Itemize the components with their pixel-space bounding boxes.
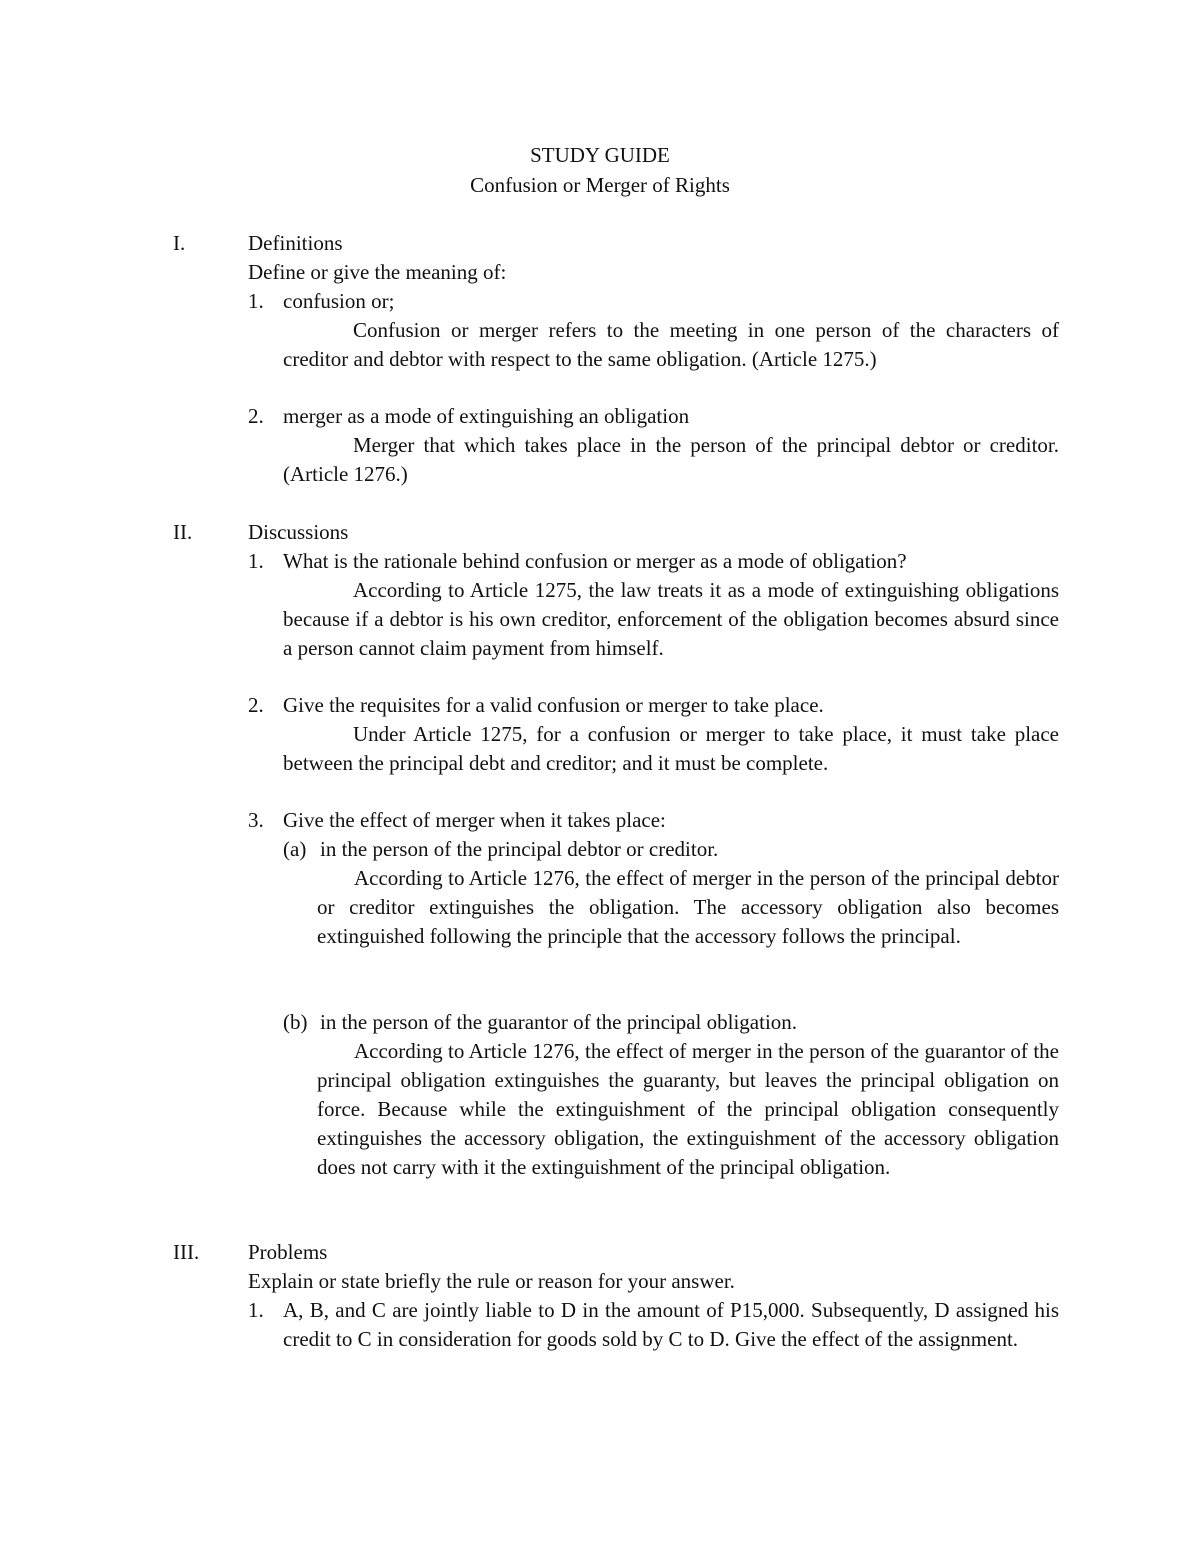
item-number: 1. <box>248 549 264 573</box>
sub-item-answer: According to Article 1276, the effect of merger in the person of the guarantor of the principal obligation extinguishes the guaranty, but leaves the principal obligation on force. Because while the extinguishment of the principal obligation consequently extinguishes the accessory obligation, the extinguishment of the accessory obligation does not carry with it the extinguishment of the principal obligation. <box>317 1039 1059 1179</box>
section-heading: Definitions <box>248 231 343 255</box>
section-heading: Discussions <box>248 520 349 544</box>
section-numeral: II. <box>173 520 193 544</box>
item-number: 3. <box>248 808 264 832</box>
item-question: Give the effect of merger when it takes place: <box>283 808 666 832</box>
item-answer: Under Article 1275, for a confusion or merger to take place, it must take place between the principal debt and creditor; and it must be complete. <box>283 722 1059 775</box>
sub-item-answer: According to Article 1276, the effect of merger in the person of the principal debtor or creditor extinguishes the obligation. The accessory obligation also becomes extinguished following the principle that the accessory follows the principal. <box>317 866 1059 948</box>
section-numeral: I. <box>173 231 186 255</box>
sub-item-question: in the person of the principal debtor or creditor. <box>320 837 719 861</box>
item-number: 1. <box>248 1298 264 1322</box>
item-answer: According to Article 1275, the law treats it as a mode of extinguishing obligations because if a debtor is his own creditor, enforcement of the obligation becomes absurd since a person cannot claim payment from himself. <box>283 578 1059 660</box>
section-heading: Problems <box>248 1240 328 1264</box>
item-question: confusion or; <box>283 289 395 313</box>
item-number: 2. <box>248 404 264 428</box>
document-title: STUDY GUIDE <box>530 143 670 167</box>
sub-item-question: in the person of the guarantor of the principal obligation. <box>320 1010 798 1034</box>
section-intro: Explain or state briefly the rule or reason for your answer. <box>248 1269 735 1293</box>
item-answer: Confusion or merger refers to the meeting in one person of the characters of creditor and debtor with respect to the same obligation. (Article 1275.) <box>283 318 1059 371</box>
item-question: merger as a mode of extinguishing an obligation <box>283 404 690 428</box>
item-number: 2. <box>248 693 264 717</box>
section-numeral: III. <box>173 1240 200 1264</box>
problem-text: A, B, and C are jointly liable to D in the amount of P15,000. Subsequently, D assigned his credit to C in consideration for goods sold by C to D. Give the effect of the assignment. <box>283 1298 1059 1351</box>
item-answer: Merger that which takes place in the person of the principal debtor or creditor. (Article 1276.) <box>283 433 1059 486</box>
sub-item-label: (a) <box>283 837 307 861</box>
item-number: 1. <box>248 289 264 313</box>
document-subtitle: Confusion or Merger of Rights <box>470 173 730 197</box>
item-question: What is the rationale behind confusion or merger as a mode of obligation? <box>283 549 907 573</box>
sub-item-label: (b) <box>283 1010 308 1034</box>
section-intro: Define or give the meaning of: <box>248 260 507 284</box>
item-question: Give the requisites for a valid confusion or merger to take place. <box>283 693 824 717</box>
